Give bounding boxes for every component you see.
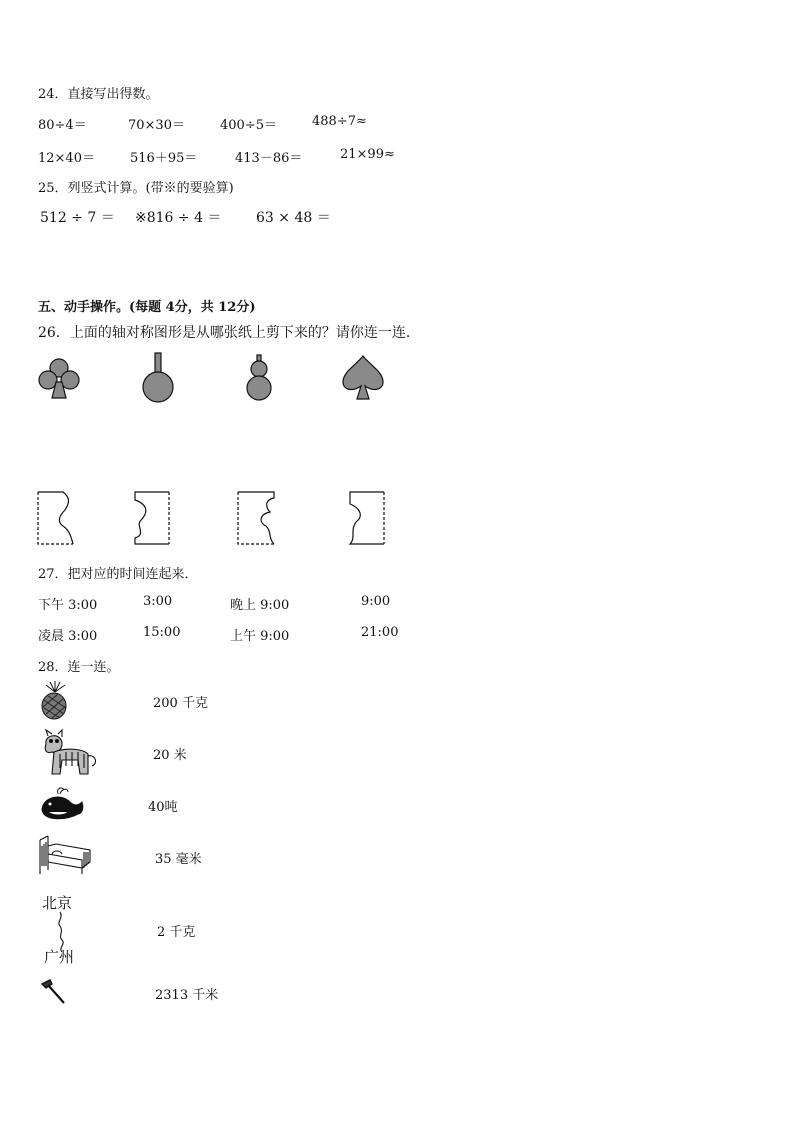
section-5-title: 五、动手操作。(每题 4分，共 12分) <box>38 300 256 315</box>
whale-icon <box>38 784 86 824</box>
map-city-label: 广州 <box>44 948 75 966</box>
time-label: 9:00 <box>361 594 391 609</box>
q28-label: 40吨 <box>148 800 178 815</box>
cut-paper-1 <box>37 490 77 546</box>
q27-title: 27．把对应的时间连起来． <box>38 567 198 582</box>
q25-title: 25．列竖式计算。(带※的要验算) <box>38 181 234 196</box>
time-label: 下午 3:00 <box>38 598 98 613</box>
q24-expr: 400÷5＝ <box>220 118 277 133</box>
q24-expr: 70×30＝ <box>128 118 185 133</box>
tiger-icon <box>38 728 100 778</box>
q24-expr: 516＋95＝ <box>130 151 198 166</box>
q24-expr: 80÷4＝ <box>38 118 87 133</box>
time-label: 晚上 9:00 <box>230 598 290 613</box>
time-label: 15:00 <box>143 625 181 640</box>
q25-expr: 512 ÷ 7 ＝ <box>40 210 115 226</box>
q24-expr: 12×40＝ <box>38 151 95 166</box>
q28-label: 2 千克 <box>157 925 196 940</box>
bed-icon <box>38 832 94 876</box>
q24-expr: 413－86＝ <box>235 151 303 166</box>
club-icon <box>36 356 82 402</box>
q24-expr: 21×99≈ <box>340 147 395 162</box>
q24-title: 24．直接写出得数。 <box>38 87 159 102</box>
map-city-label: 北京 <box>42 894 73 912</box>
q28-label: 2313 千米 <box>155 988 219 1003</box>
q25-expr: 63 × 48 ＝ <box>256 210 331 226</box>
cut-paper-3 <box>236 490 278 546</box>
time-label: 凌晨 3:00 <box>38 629 98 644</box>
time-label: 21:00 <box>361 625 399 640</box>
q28-title: 28．连一连。 <box>38 660 120 675</box>
q28-label: 35 毫米 <box>155 852 202 867</box>
q24-expr: 488÷7≈ <box>312 114 367 129</box>
pineapple-icon <box>38 680 72 720</box>
round-bulb-icon <box>140 352 176 404</box>
route-map-icon <box>38 890 86 970</box>
q28-label: 200 千克 <box>153 696 208 711</box>
q28-label: 20 米 <box>153 748 187 763</box>
q26-title: 26．上面的轴对称图形是从哪张纸上剪下来的？请你连一连． <box>38 325 420 341</box>
nail-icon <box>40 978 68 1006</box>
cut-paper-4 <box>346 490 388 546</box>
time-label: 3:00 <box>143 594 173 609</box>
spade-icon <box>341 354 385 402</box>
gourd-icon <box>243 354 275 402</box>
time-label: 上午 9:00 <box>230 629 290 644</box>
q25-expr: ※816 ÷ 4 ＝ <box>135 210 222 226</box>
cut-paper-2 <box>131 490 173 546</box>
